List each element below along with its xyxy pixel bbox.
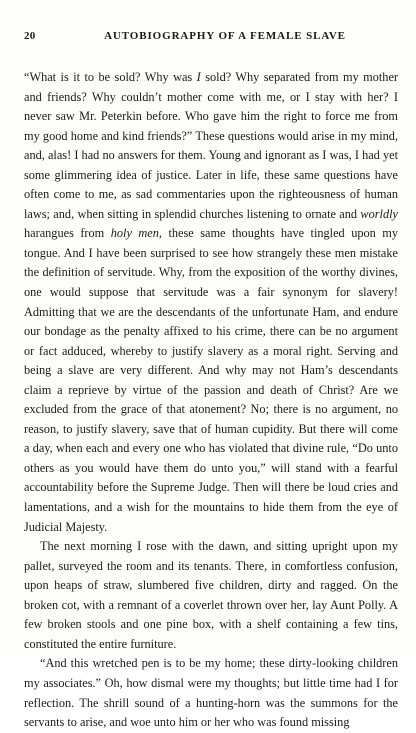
paragraph-1: [24, 68, 398, 537]
text-run: “What is it to be sold? Why was: [24, 70, 197, 84]
running-head: AUTOBIOGRAPHY OF A FEMALE SLAVE: [104, 30, 346, 42]
page-number: 20: [24, 30, 36, 42]
italic-text: worldly: [360, 206, 398, 221]
text-run: sold? Why separated from my mother and friends? Why couldn’t mother come with me, or I stay with her? I never saw Mr. Peterkin before. Who gave him the right to force me from my good home and kind friends?” These questions would arise in my mind, and, alas! I had no answers for them. Young and ignorant as I was, I had yet some glimmering idea of justice. Later in life, these same questions have often come to me, as sad commentaries upon the righteousness of human laws; and, when sitting in splendid churches listening to ornate and: [24, 70, 398, 221]
italic-text: holy men: [110, 226, 159, 241]
paragraph-3: [24, 654, 398, 732]
paragraph-2: [24, 537, 398, 654]
text-run: “And this wretched pen is to be my home; these dirty-looking children my associates.” Oh, how dismal were my thoughts; but little time had I for reflection. The shrill sound of a hunting-horn was the summons for the servants to arise, and woe unto him or her who was found missing: [24, 656, 398, 730]
text-run: harangues from: [24, 226, 111, 241]
body-text: [24, 68, 398, 733]
page-header: [24, 30, 392, 46]
text-run: , these same thoughts have tingled upon my tongue. And I have been surprised to see how strangely these men mistake the definition of servitude. Why, from the exposition of the worthy divines, one would suppose that servitude was a fair synonym for slavery! Admitting that we are the descendants of the unfortunate Ham, and endure our bondage as the penalty affixed to his crime, there can be no argument or fact adduced, whereby to justify slavery as a moral right. Serving and being a slave are very different. And why may not Ham’s descendants claim a reprieve by virtue of the passion and death of Christ? Are we excluded from the grace of that atonement? No; there is no argument, no reason, to justify slavery, save that of human cupidity. But there will come a day, when each and every one who has violated that divine rule, “Do unto others as you would have them do unto you,” will stand with a fearful accountability before the Supreme Judge. Then will there be loud cries and lamentations, and a wish for the mountains to hide them from the eye of Judicial Majesty.: [24, 226, 398, 534]
text-run: The next morning I rose with the dawn, and sitting upright upon my pallet, surveyed the room and its tenants. There, in comfortless confusion, upon heaps of straw, slumbered five children, dirty and ragged. On the broken cot, with a remnant of a coverlet thrown over her, lay Aunt Polly. A few broken stools and one pine box, with a shelf containing a few tins, constituted the entire furniture.: [24, 539, 398, 651]
italic-text: I: [196, 70, 201, 84]
